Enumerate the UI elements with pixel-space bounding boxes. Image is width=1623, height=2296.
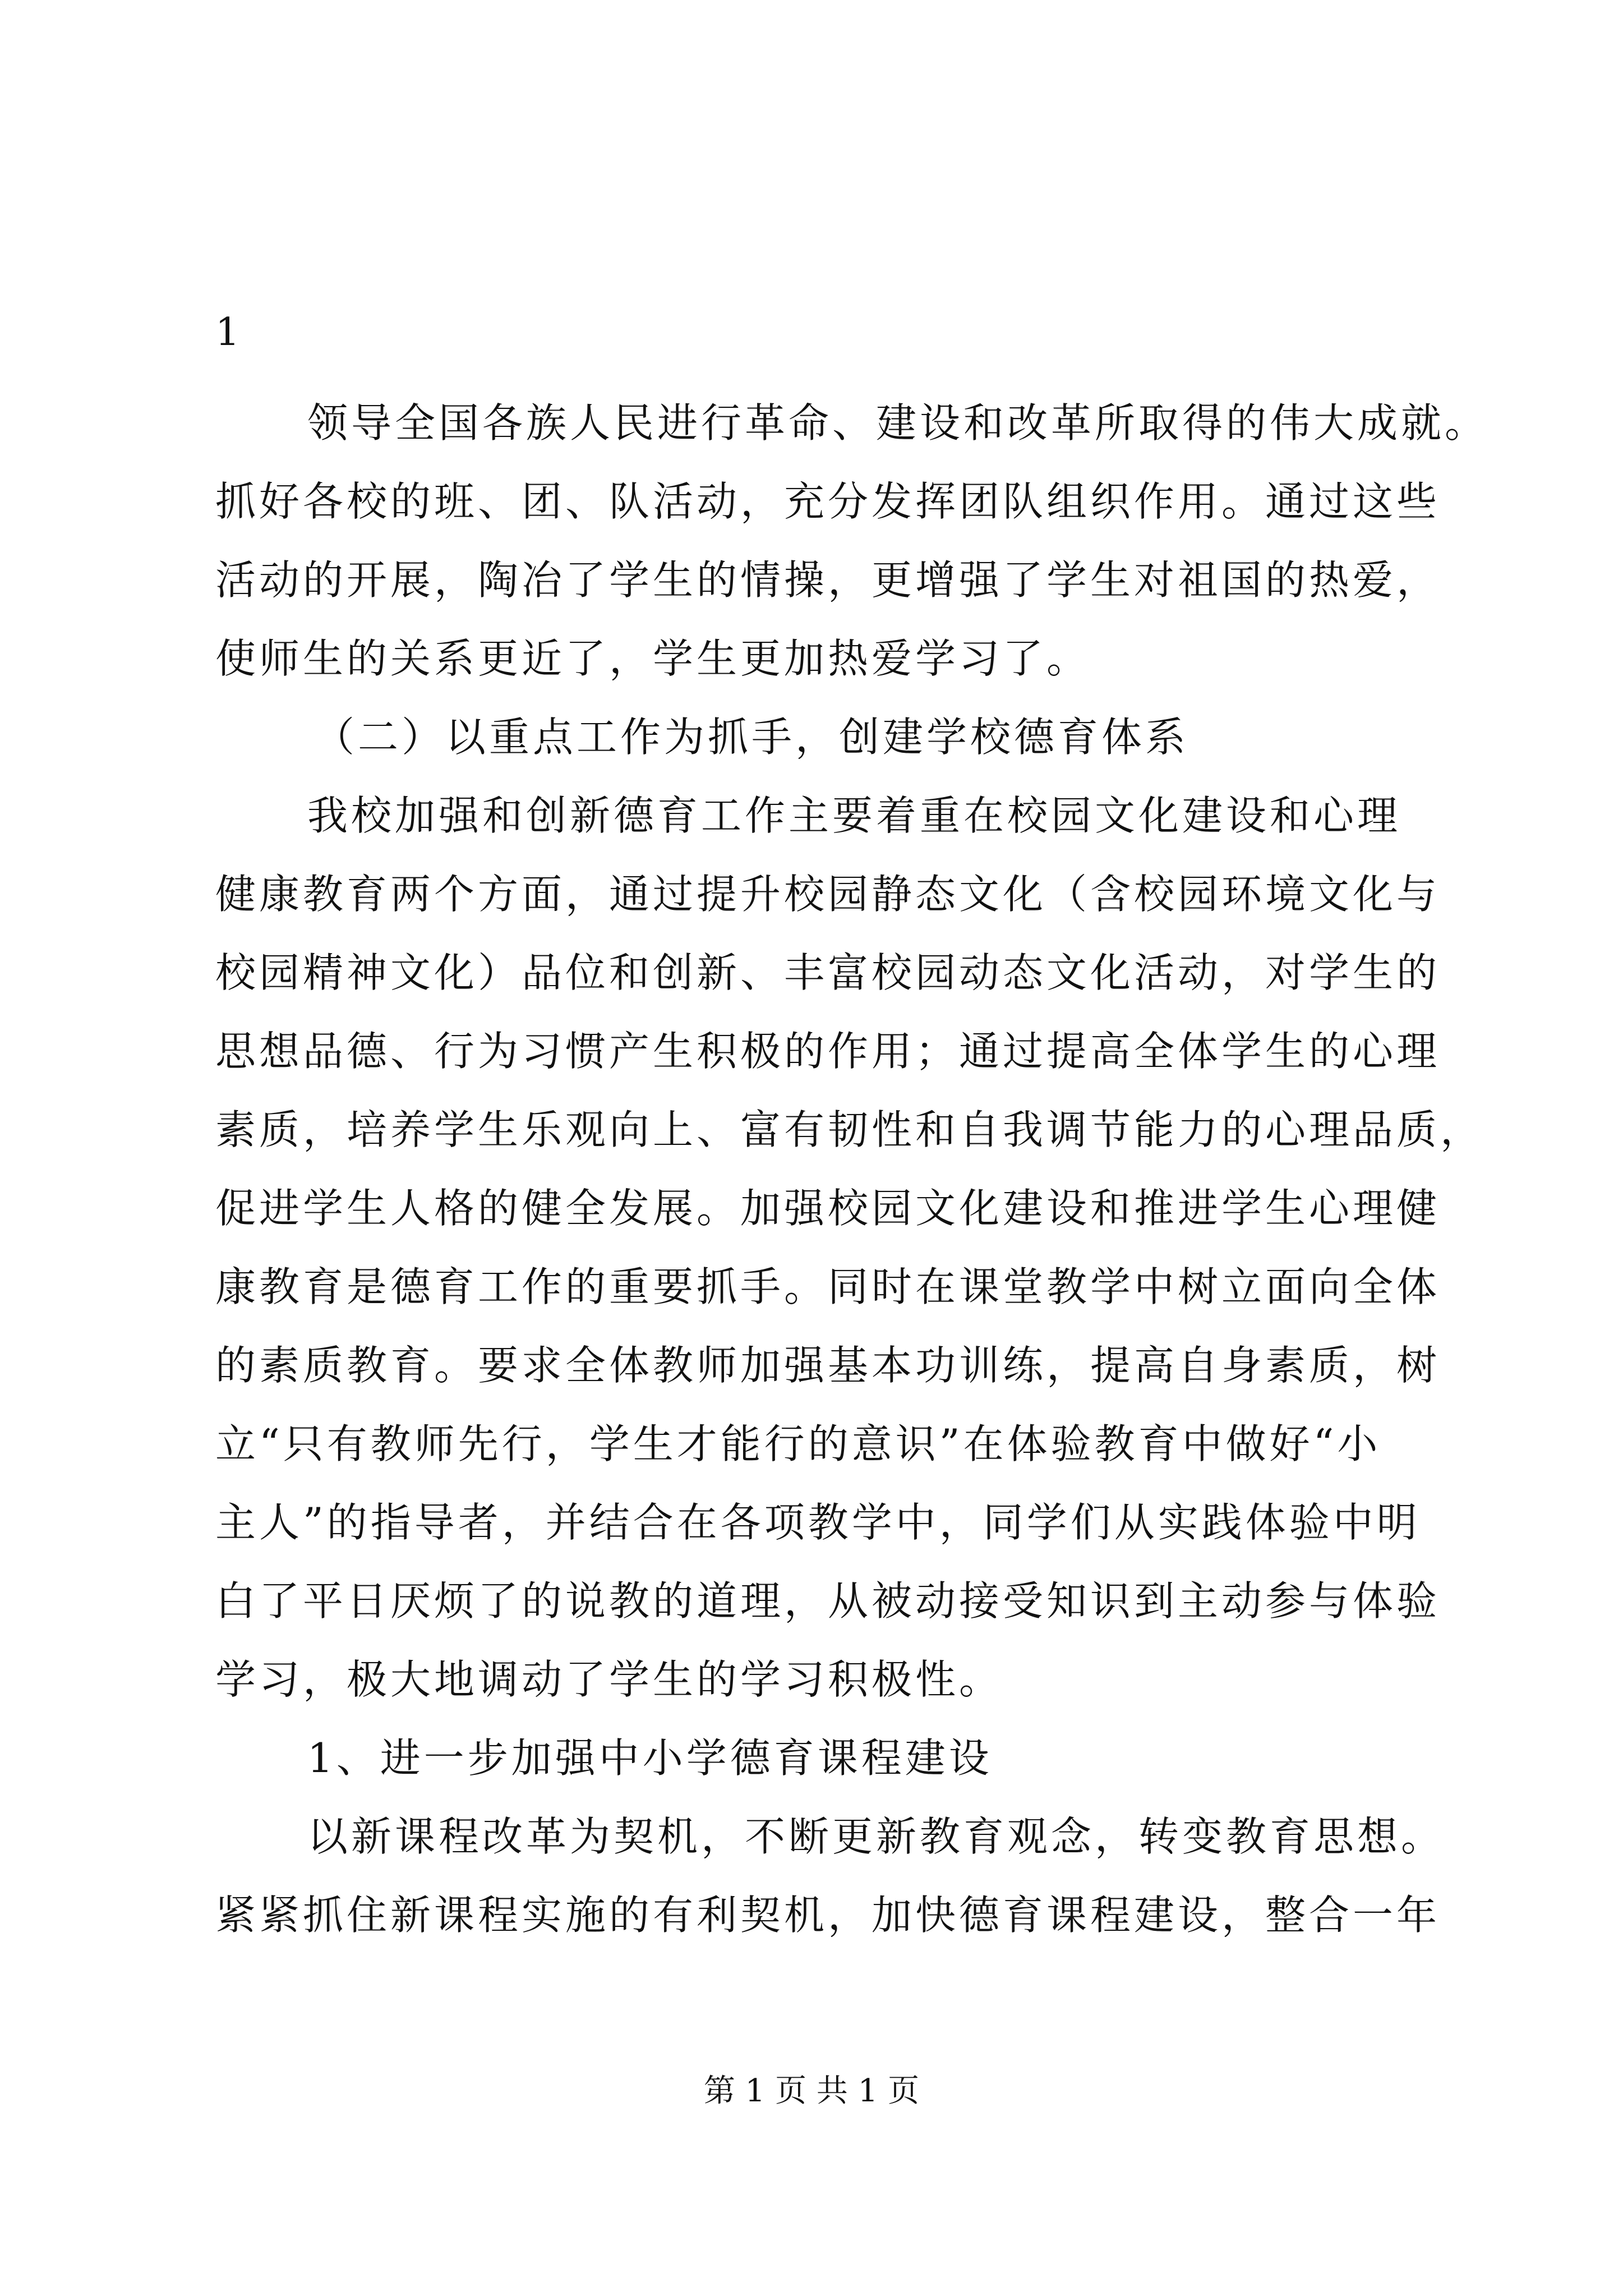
text-line: 领导全国各族人民进行革命、建设和改革所取得的伟大成就。 [307,399,1489,447]
text-line: 我校加强和创新德育工作主要着重在校园文化建设和心理 [307,792,1401,839]
text-line: 校园精神文化）品位和创新、丰富校园动态文化活动，对学生的 [215,949,1441,996]
text-line: 主人”的指导者，并结合在各项教学中，同学们从实践体验中明 [215,1499,1421,1546]
page-marker: 1 [215,310,240,355]
section-heading: （二）以重点工作为抓手，创建学校德育体系 [314,714,1189,761]
text-line: 素质，培养学生乐观向上、富有韧性和自我调节能力的心理品质， [215,1106,1484,1153]
section-heading: 1、进一步加强中小学德育课程建设 [307,1734,993,1782]
text-line: 白了平日厌烦了的说教的道理，从被动接受知识到主动参与体验 [215,1577,1441,1625]
text-line: 的素质教育。要求全体教师加强基本功训练，提高自身素质，树 [215,1342,1441,1389]
text-line: 立“只有教师先行，学生才能行的意识”在体验教育中做好“小 [215,1420,1381,1467]
text-line: 思想品德、行为习惯产生积极的作用；通过提高全体学生的心理 [215,1028,1441,1075]
text-line: 紧紧抓住新课程实施的有利契机，加快德育课程建设，整合一年 [215,1892,1441,1939]
text-line: 抓好各校的班、团、队活动，充分发挥团队组织作用。通过这些 [215,478,1441,525]
text-line: 使师生的关系更近了，学生更加热爱学习了。 [215,635,1091,682]
text-line: 以新课程改革为契机，不断更新教育观念，转变教育思想。 [307,1813,1445,1860]
text-line: 康教育是德育工作的重要抓手。同时在课堂教学中树立面向全体 [215,1263,1441,1310]
text-line: 学习，极大地调动了学生的学习积极性。 [215,1656,1003,1703]
page-footer: 第 1 页 共 1 页 [703,2073,920,2109]
text-line: 活动的开展，陶冶了学生的情操，更增强了学生对祖国的热爱， [215,556,1441,604]
text-line: 健康教育两个方面，通过提升校园静态文化（含校园环境文化与 [215,871,1441,918]
text-line: 促进学生人格的健全发展。加强校园文化建设和推进学生心理健 [215,1185,1441,1232]
